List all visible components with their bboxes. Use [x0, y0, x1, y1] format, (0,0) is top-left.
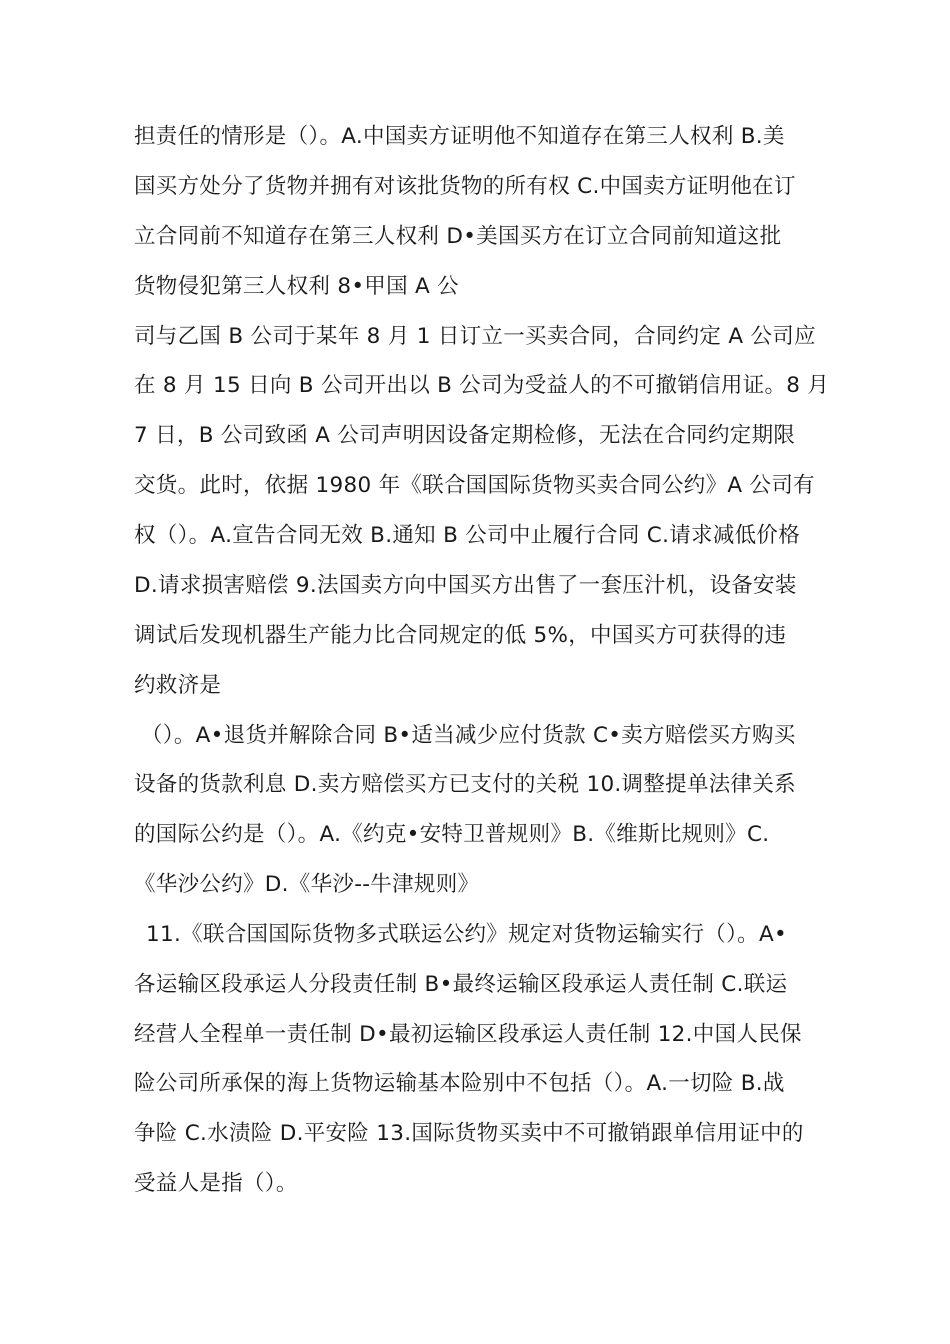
text-line: （）。A•退货并解除合同 B•适当减少应付货款 C•卖方赔偿买方购买	[141, 723, 796, 748]
text-line: 约救济是	[134, 673, 222, 698]
text-line: 争险 C.水渍险 D.平安险 13.国际货物买卖中不可撤销跟单信用证中的	[134, 1121, 804, 1146]
text-line: 险公司所承保的海上货物运输基本险别中不包括（）。A.一切险 B.战	[134, 1071, 785, 1096]
text-line: 司与乙国 B 公司于某年 8 月 1 日订立一买卖合同，合同约定 A 公司应	[134, 324, 816, 349]
text-line: 的国际公约是（）。A.《约克•安特卫普规则》B.《维斯比规则》C.	[134, 822, 770, 847]
text-line: D.请求损害赔偿 9.法国卖方向中国买方出售了一套压汁机，设备安装	[134, 573, 797, 598]
text-line: 经营人全程单一责任制 D•最初运输区段承运人责任制 12.中国人民保	[134, 1022, 802, 1047]
text-line: 调试后发现机器生产能力比合同规定的低 5%，中国买方可获得的违	[134, 623, 787, 648]
text-line: 担责任的情形是（）。A.中国卖方证明他不知道存在第三人权利 B.美	[134, 124, 785, 149]
text-line: 货物侵犯第三人权利 8•甲国 A 公	[134, 274, 459, 299]
text-line: 《华沙公约》D.《华沙--牛津规则》	[134, 872, 480, 897]
text-line: 设备的货款利息 D.卖方赔偿买方已支付的关税 10.调整提单法律关系	[134, 772, 796, 797]
text-line: 国买方处分了货物并拥有对该批货物的所有权 C.中国卖方证明他在订	[134, 174, 796, 199]
text-line: 交货。此时，依据 1980 年《联合国国际货物买卖合同公约》A 公司有	[134, 473, 815, 498]
text-line: 7 日，B 公司致函 A 公司声明因设备定期检修，无法在合同约定期限	[134, 423, 796, 448]
text-line: 立合同前不知道存在第三人权利 D•美国买方在订立合同前知道这批	[134, 224, 782, 249]
text-line: 11.《联合国国际货物多式联运公约》规定对货物运输实行（）。A•	[146, 922, 787, 947]
text-line: 在 8 月 15 日向 B 公司开出以 B 公司为受益人的不可撤销信用证。8 月	[134, 373, 830, 398]
text-line: 权（）。A.宣告合同无效 B.通知 B 公司中止履行合同 C.请求减低价格	[134, 523, 801, 548]
text-line: 各运输区段承运人分段责任制 B•最终运输区段承运人责任制 C.联运	[134, 972, 788, 997]
text-line: 受益人是指（）。	[134, 1171, 298, 1196]
